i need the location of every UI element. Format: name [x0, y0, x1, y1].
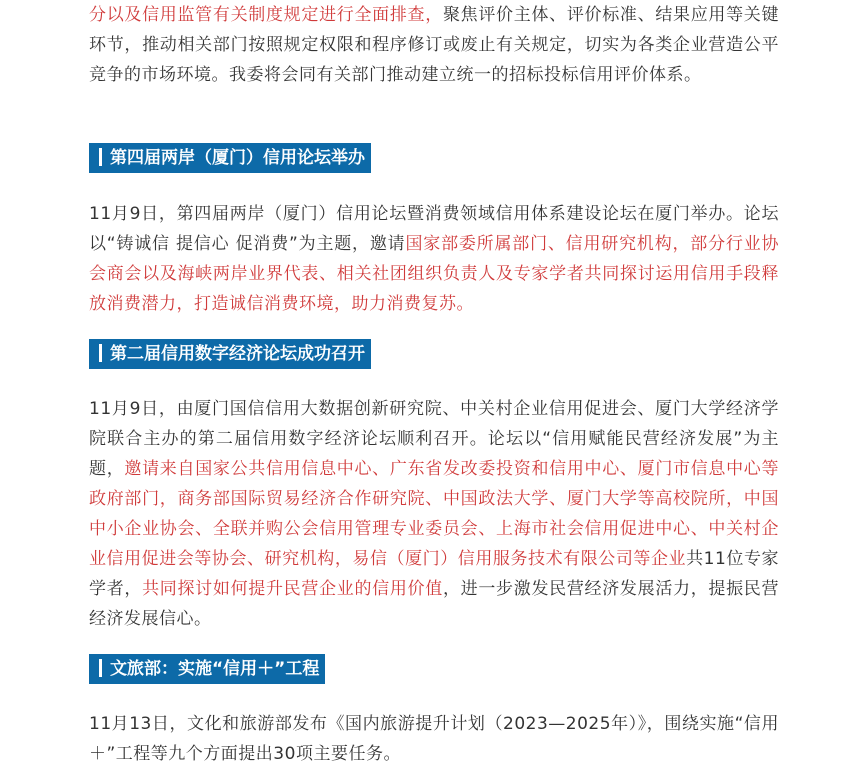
body-text: 11月13日，文化和旅游部发布《国内旅游提升计划（2023—2025年）》，围绕实施“信用＋”工程等九个方面提出30项主要任务。: [89, 714, 779, 764]
heading-text: 第四届两岸（厦门）信用论坛举办: [110, 148, 365, 168]
body-text: 11月9日，第四届两岸（厦门）信用论坛暨消费领域信用体系建设论坛在厦门举办。论坛以“铸诚信 提信心 促消费”为主题，邀请: [89, 204, 779, 254]
heading-text: 文旅部：实施“信用＋”工程: [110, 659, 320, 679]
paragraph-forum4: [89, 199, 779, 319]
body-text: 11月9日，由厦门国信信用大数据创新研究院、中关村企业信用促进会、厦门大学经济学院联合主办的第二届信用数字经济论坛顺利召开。论坛以“信用赋能民营经济发展”为主题，: [89, 399, 779, 479]
highlight-text: 共同探讨如何提升民营企业的信用价值: [142, 579, 443, 599]
heading-bar-icon: [99, 659, 102, 677]
section-heading-forum2: [89, 339, 371, 369]
body-text: ，进一步激发民营经济发展活力，提振民营经济发展信心。: [89, 579, 780, 629]
section-heading-tourism: [89, 654, 325, 684]
highlight-text: 分以及信用监管有关制度规定进行全面排查，: [89, 5, 443, 25]
heading-bar-icon: [99, 344, 102, 362]
paragraph-tourism: [89, 709, 779, 769]
heading-text: 第二届信用数字经济论坛成功召开: [110, 344, 365, 364]
heading-bar-icon: [99, 148, 102, 166]
body-text: 共11位专家学者，: [89, 549, 780, 599]
highlight-text: 国家部委所属部门、信用研究机构，部分行业协会商会以及海峡两岸业界代表、相关社团组织负责人及专家学者共同探讨运用信用手段释放消费潜力，打造诚信消费环境，助力消费复苏。: [89, 234, 780, 314]
paragraph-credit-evaluation: [89, 0, 779, 90]
body-text: 聚焦评价主体、评价标准、结果应用等关键环节，推动相关部门按照规定权限和程序修订或废止有关规定，切实为各类企业营造公平竞争的市场环境。我委将会同有关部门推动建立统一的招标投标信用评价体系。: [89, 5, 780, 85]
section-heading-forum4: [89, 143, 371, 173]
highlight-text: 邀请来自国家公共信用信息中心、广东省发改委投资和信用中心、厦门市信息中心等政府部门，商务部国际贸易经济合作研究院、中国政法大学、厦门大学等高校院所，中国中小企业协会、全联并购公会信用管理专业委员会、上海市社会信用促进中心、中关村企业信用促进会等协会、研究机构，易信（厦门）信用服务技术有限公司等企业: [89, 459, 780, 569]
paragraph-forum2: [89, 394, 779, 634]
